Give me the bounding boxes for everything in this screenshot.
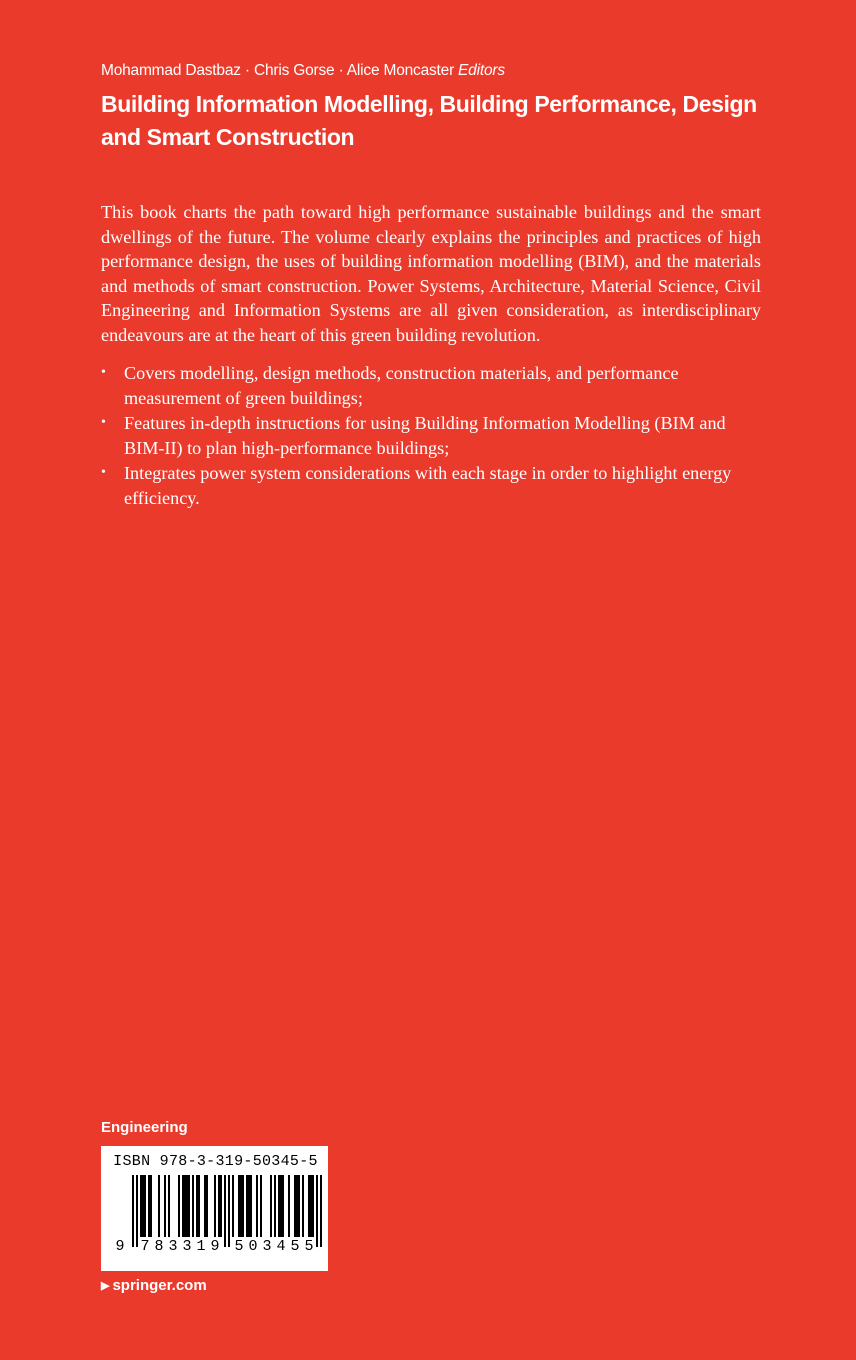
barcode-bar (320, 1175, 322, 1247)
barcode-bar (136, 1175, 138, 1247)
barcode-digit: 3 (168, 1238, 178, 1255)
barcode-digit: 3 (182, 1238, 192, 1255)
editors-role: Editors (458, 62, 505, 79)
publisher-link[interactable] (101, 1277, 207, 1294)
barcode-bar (302, 1175, 304, 1237)
barcode-bar (294, 1175, 296, 1237)
isbn-barcode (101, 1146, 328, 1271)
barcode-digit: 1 (196, 1238, 206, 1255)
barcode-bar (312, 1175, 314, 1237)
barcode-bar (164, 1175, 166, 1237)
publisher-link-label: springer.com (112, 1277, 207, 1294)
barcode-bar (182, 1175, 184, 1237)
barcode-bar (186, 1175, 188, 1237)
barcode-bar (132, 1175, 134, 1247)
barcode-digit: 8 (154, 1238, 164, 1255)
barcode-bar (204, 1175, 206, 1237)
barcode-bar (240, 1175, 242, 1237)
barcode-bar (242, 1175, 244, 1237)
barcode-bar (198, 1175, 200, 1237)
barcode-bar (142, 1175, 144, 1237)
subject-category: Engineering (101, 1119, 188, 1136)
barcode-bar (148, 1175, 150, 1237)
barcode-bar (178, 1175, 180, 1237)
triangle-right-icon: ▶ (101, 1280, 110, 1292)
barcode-bar (206, 1175, 208, 1237)
barcode-bar (246, 1175, 248, 1237)
feature-item: • Features in-depth instructions for using Building Information Modelling (BIM and BIM-II) to plan high-performance buildings; (101, 411, 761, 460)
barcode-bar (220, 1175, 222, 1237)
barcode-digit: 3 (262, 1238, 272, 1255)
barcode-bar (278, 1175, 280, 1237)
barcode-bar (218, 1175, 220, 1237)
barcode-digit: 5 (290, 1238, 300, 1255)
barcode-bar (248, 1175, 250, 1237)
barcode-bar (228, 1175, 230, 1247)
barcode-bar (250, 1175, 252, 1237)
barcode-bar (238, 1175, 240, 1237)
barcode-bar (144, 1175, 146, 1237)
feature-item: • Integrates power system considerations with each stage in order to highlight energy efficiency. (101, 461, 761, 510)
barcode-bar (282, 1175, 284, 1237)
barcode-bar (280, 1175, 282, 1237)
barcode-bar (150, 1175, 152, 1237)
book-title: Building Information Modelling, Building Performance, Design and Smart Construction (101, 91, 757, 150)
barcode-bar (298, 1175, 300, 1237)
barcode-bar (308, 1175, 310, 1237)
barcode-bar (296, 1175, 298, 1237)
barcode-bar (274, 1175, 276, 1237)
barcode-bar (316, 1175, 318, 1247)
barcode-bar (184, 1175, 186, 1237)
editors-line (101, 62, 505, 80)
barcode-bar (270, 1175, 272, 1237)
isbn-label: ISBN 978-3-319-50345-5 (113, 1153, 318, 1170)
barcode-bar (168, 1175, 170, 1237)
barcode-bar (310, 1175, 312, 1237)
barcode-digit: 9 (210, 1238, 220, 1255)
barcode-bar (260, 1175, 262, 1237)
barcode-bar (214, 1175, 216, 1237)
barcode-digit: 0 (248, 1238, 258, 1255)
barcode-bar (188, 1175, 190, 1237)
feature-list (101, 361, 761, 511)
barcode-bar (196, 1175, 198, 1237)
feature-item: • Covers modelling, design methods, construction materials, and performance measurement of green buildings; (101, 361, 761, 410)
barcode-graphic (102, 1173, 329, 1271)
book-description: This book charts the path toward high performance sustainable buildings and the smart dwellings of the future. The volume clearly explains the principles and practices of high performance design, the uses of building information modelling (BIM), and the materials and methods of smart construction. Power Systems, Architecture, Material Science, Civil Engineering and Information Systems are all given consideration, as interdisciplinary endeavours are at the heart of this green building revolution. (101, 202, 761, 345)
barcode-digit: 9 (115, 1238, 125, 1255)
barcode-bar (158, 1175, 160, 1237)
editor-names: Mohammad Dastbaz · Chris Gorse · Alice Moncaster (101, 62, 455, 79)
barcode-digit: 5 (304, 1238, 314, 1255)
barcode-bar (224, 1175, 226, 1247)
barcode-bar (140, 1175, 142, 1237)
barcode-bar (256, 1175, 258, 1237)
barcode-bar (288, 1175, 290, 1237)
barcode-digit: 5 (234, 1238, 244, 1255)
barcode-digit: 7 (140, 1238, 150, 1255)
barcode-digit: 4 (276, 1238, 286, 1255)
barcode-bar (192, 1175, 194, 1237)
barcode-bar (232, 1175, 234, 1237)
